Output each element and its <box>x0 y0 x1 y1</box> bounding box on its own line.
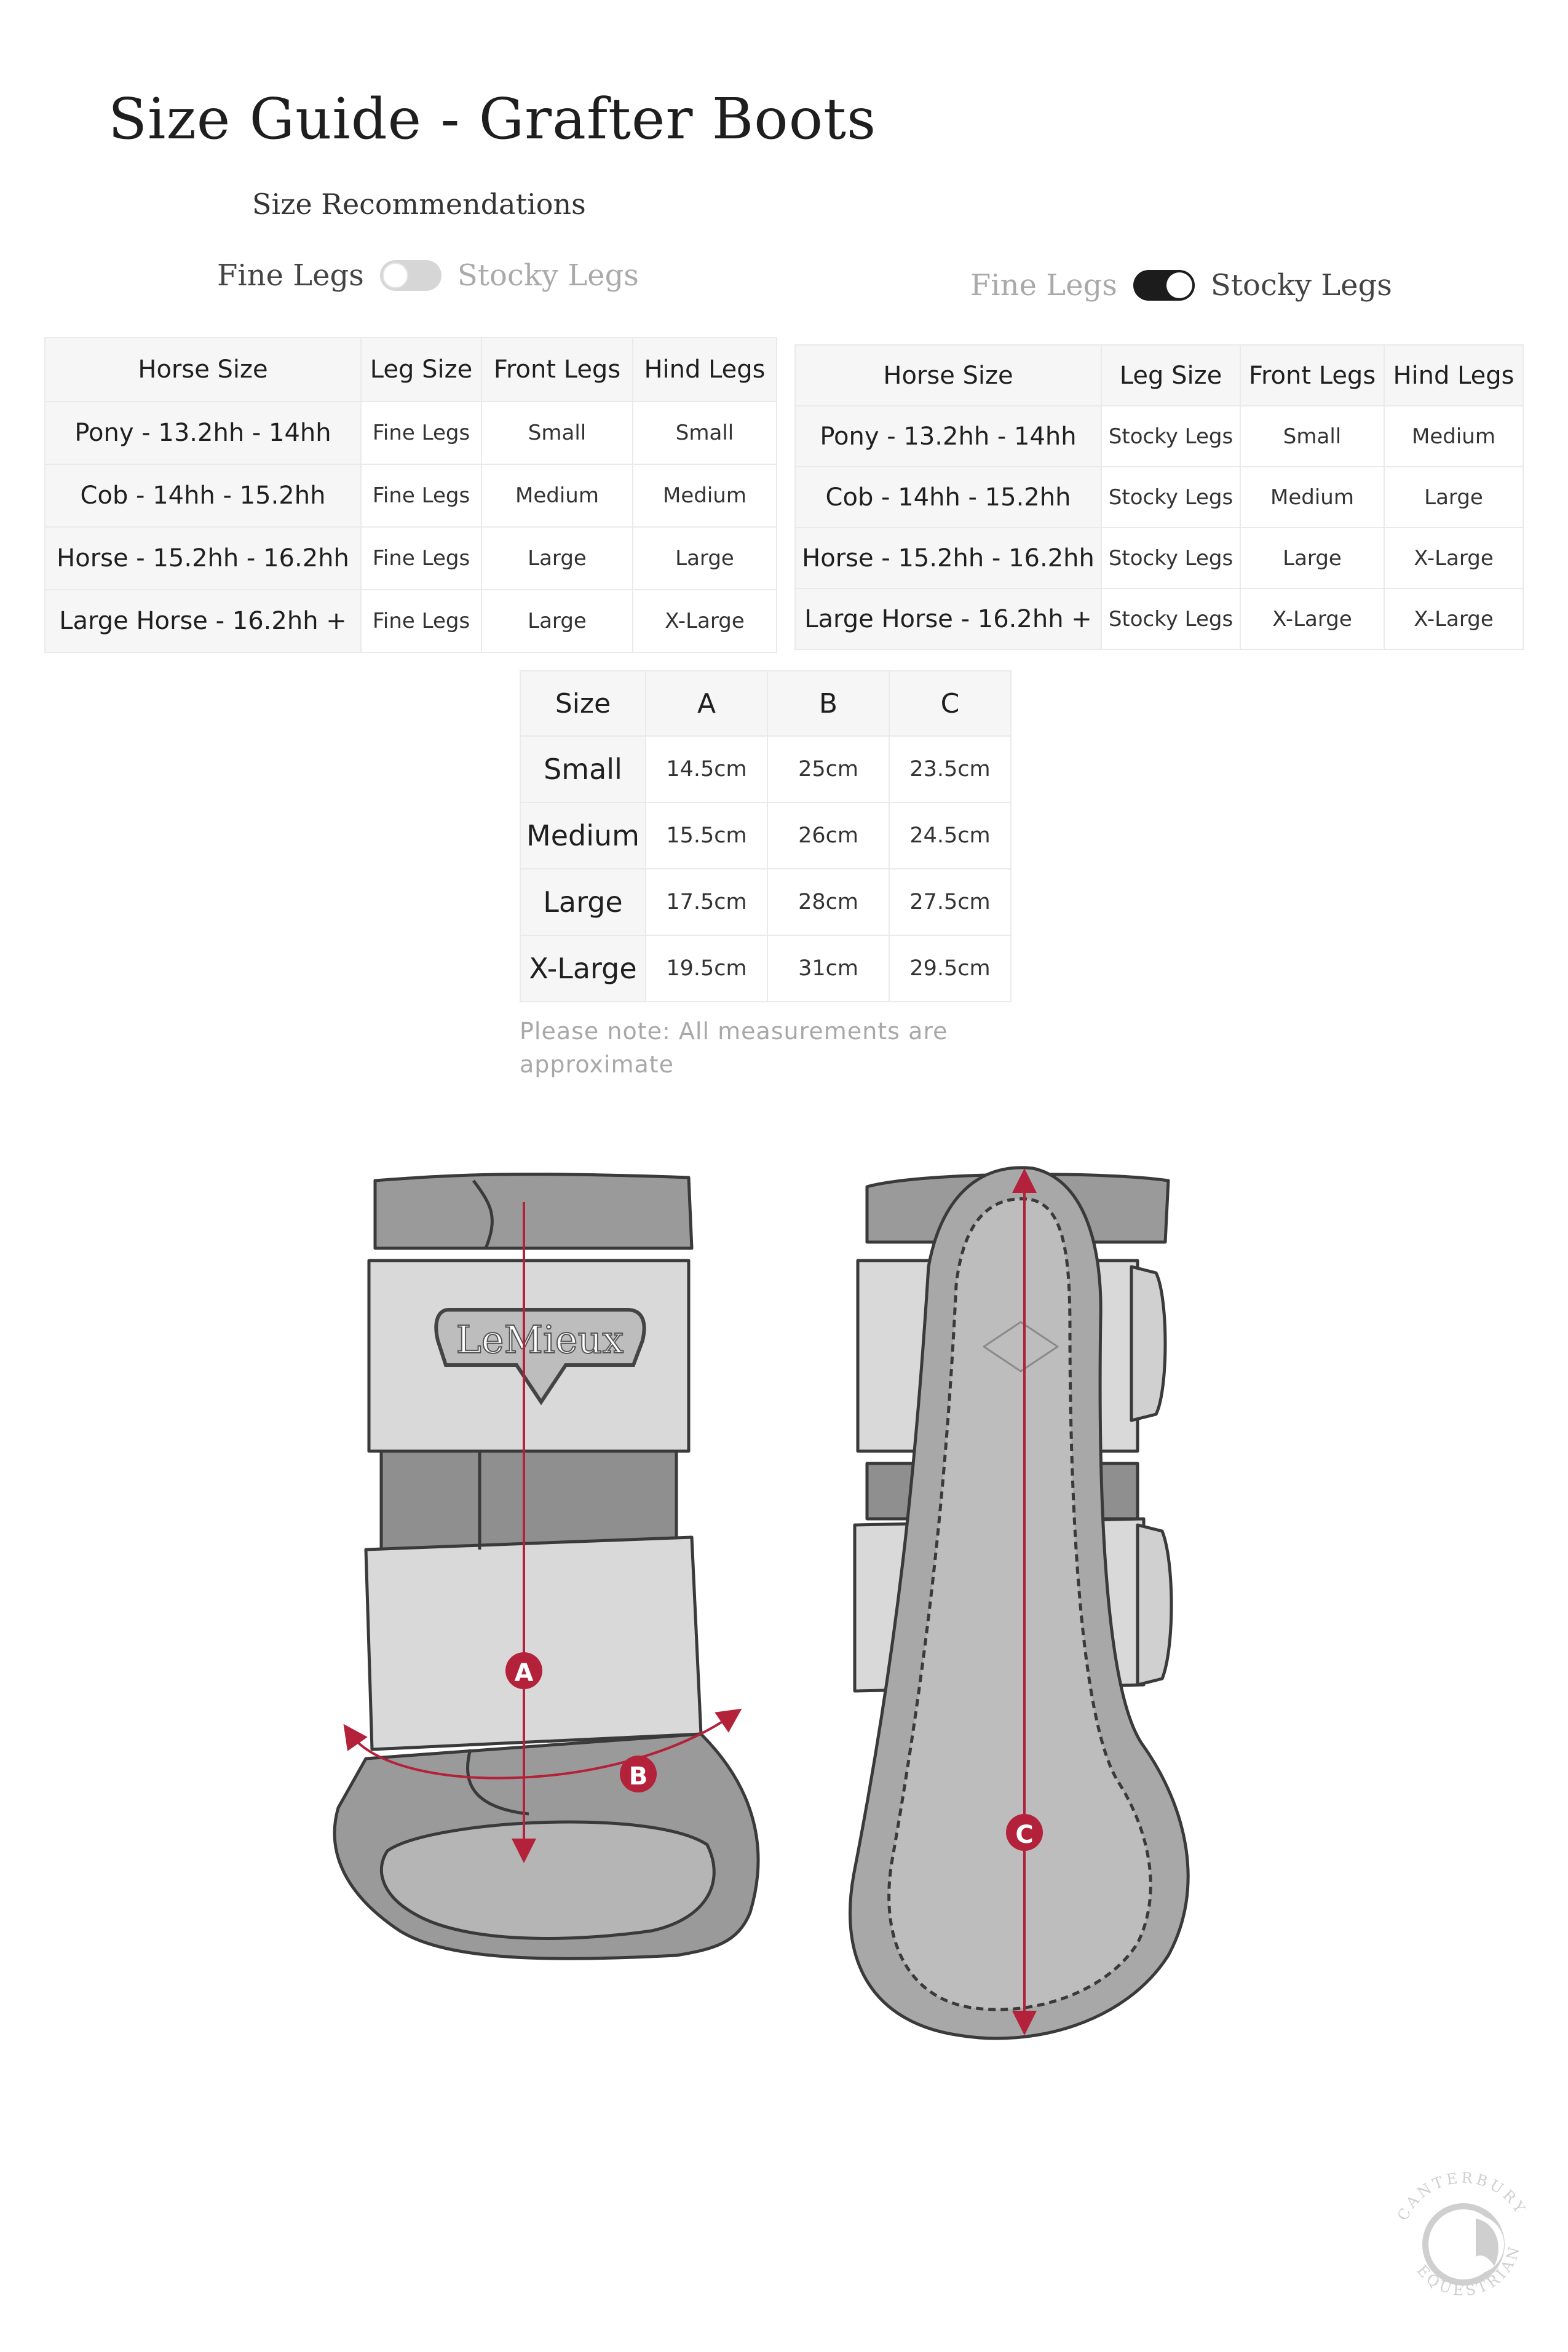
measure-b-cell: 26cm <box>767 802 889 869</box>
header-front-legs: Front Legs <box>1240 345 1384 406</box>
horse-size-cell: Large Horse - 16.2hh + <box>795 588 1101 649</box>
header-hind-legs: Hind Legs <box>633 338 777 402</box>
measure-c-cell: 24.5cm <box>889 802 1011 869</box>
table-row <box>795 467 1523 528</box>
measure-a-cell: 15.5cm <box>646 802 767 869</box>
table-row <box>45 527 777 590</box>
front-legs-cell: Large <box>1240 528 1384 588</box>
leg-size-cell: Fine Legs <box>361 590 481 652</box>
toggle-knob <box>382 263 408 288</box>
front-legs-cell: Large <box>481 527 633 590</box>
horse-size-cell: Cob - 14hh - 15.2hh <box>795 467 1101 528</box>
table-row <box>45 590 777 652</box>
page-subtitle: Size Recommendations <box>252 188 586 221</box>
brand-logo-text: LeMieux <box>456 1317 624 1362</box>
marker-b-label: B <box>628 1762 648 1791</box>
measure-b-cell: 25cm <box>767 736 889 802</box>
table-row <box>520 736 1011 802</box>
measure-a-cell: 17.5cm <box>646 869 767 935</box>
front-legs-cell: Large <box>481 590 633 652</box>
header-leg-size: Leg Size <box>1101 345 1240 406</box>
leg-type-toggle-switch[interactable] <box>380 260 441 291</box>
hind-legs-cell: X-Large <box>633 590 777 652</box>
measurement-note: Please note: All measurements are approximate <box>520 1018 948 1078</box>
stocky-legs-toggle-row <box>970 268 1392 303</box>
front-legs-cell: Medium <box>1240 467 1384 528</box>
front-boot-illustration <box>335 1174 758 1959</box>
toggle-label-fine[interactable]: Fine Legs <box>970 268 1117 303</box>
size-cell: X-Large <box>520 935 646 1002</box>
size-cell: Medium <box>520 802 646 869</box>
header-leg-size: Leg Size <box>361 338 481 402</box>
fine-legs-toggle-row <box>217 258 639 293</box>
leg-size-cell: Stocky Legs <box>1101 467 1240 528</box>
horse-size-cell: Horse - 15.2hh - 16.2hh <box>795 528 1101 588</box>
hind-legs-cell: Large <box>633 527 777 590</box>
measure-c-cell: 29.5cm <box>889 935 1011 1002</box>
leg-size-cell: Stocky Legs <box>1101 588 1240 649</box>
leg-size-cell: Fine Legs <box>361 464 481 527</box>
back-boot-illustration <box>850 1168 1188 2038</box>
leg-size-cell: Fine Legs <box>361 527 481 590</box>
toggle-label-stocky[interactable]: Stocky Legs <box>457 258 639 293</box>
header-b: B <box>767 671 889 736</box>
leg-size-cell: Fine Legs <box>361 402 481 464</box>
header-size: Size <box>520 671 646 736</box>
horse-size-cell: Pony - 13.2hh - 14hh <box>45 402 361 464</box>
horse-size-cell: Horse - 15.2hh - 16.2hh <box>45 527 361 590</box>
table-row <box>520 869 1011 935</box>
leg-size-cell: Stocky Legs <box>1101 528 1240 588</box>
front-legs-cell: Small <box>481 402 633 464</box>
header-a: A <box>646 671 767 736</box>
table-row <box>520 935 1011 1002</box>
size-cell: Large <box>520 869 646 935</box>
measure-b-cell: 28cm <box>767 869 889 935</box>
fine-legs-size-table <box>44 337 777 653</box>
hind-legs-cell: Medium <box>1384 406 1523 467</box>
table-row <box>520 802 1011 869</box>
front-legs-cell: X-Large <box>1240 588 1384 649</box>
stocky-legs-size-table <box>794 344 1524 650</box>
header-front-legs: Front Legs <box>481 338 633 402</box>
measure-a-cell: 14.5cm <box>646 736 767 802</box>
hind-legs-cell: X-Large <box>1384 528 1523 588</box>
measure-c-cell: 23.5cm <box>889 736 1011 802</box>
toggle-label-fine[interactable]: Fine Legs <box>217 258 364 293</box>
leg-size-cell: Stocky Legs <box>1101 406 1240 467</box>
table-row <box>795 528 1523 588</box>
hind-legs-cell: Medium <box>633 464 777 527</box>
hind-legs-cell: X-Large <box>1384 588 1523 649</box>
hind-legs-cell: Large <box>1384 467 1523 528</box>
front-legs-cell: Medium <box>481 464 633 527</box>
horse-size-cell: Large Horse - 16.2hh + <box>45 590 361 652</box>
horse-size-cell: Pony - 13.2hh - 14hh <box>795 406 1101 467</box>
front-legs-cell: Small <box>1240 406 1384 467</box>
canterbury-equestrian-watermark <box>1384 2164 1543 2324</box>
measurement-table <box>520 670 1012 1002</box>
horse-size-cell: Cob - 14hh - 15.2hh <box>45 464 361 527</box>
size-cell: Small <box>520 736 646 802</box>
toggle-label-stocky[interactable]: Stocky Legs <box>1210 268 1392 303</box>
table-row <box>795 406 1523 467</box>
measure-a-cell: 19.5cm <box>646 935 767 1002</box>
measure-b-cell: 31cm <box>767 935 889 1002</box>
watermark-bottom-text: EQUESTRIAN <box>1413 2242 1524 2300</box>
measure-c-cell: 27.5cm <box>889 869 1011 935</box>
marker-c-label: C <box>1015 1821 1034 1849</box>
header-horse-size: Horse Size <box>795 345 1101 406</box>
table-row <box>45 402 777 464</box>
header-c: C <box>889 671 1011 736</box>
table-row <box>795 588 1523 649</box>
boot-measurement-diagram <box>307 1144 1242 2066</box>
hind-legs-cell: Small <box>633 402 777 464</box>
marker-a-label: A <box>514 1659 534 1687</box>
watermark-top-text: CANTERBURY <box>1394 2169 1530 2223</box>
toggle-knob <box>1166 272 1192 298</box>
header-horse-size: Horse Size <box>45 338 361 402</box>
leg-type-toggle-switch[interactable] <box>1133 270 1195 301</box>
page-title: Size Guide - Grafter Boots <box>108 86 877 152</box>
table-row <box>45 464 777 527</box>
header-hind-legs: Hind Legs <box>1384 345 1523 406</box>
